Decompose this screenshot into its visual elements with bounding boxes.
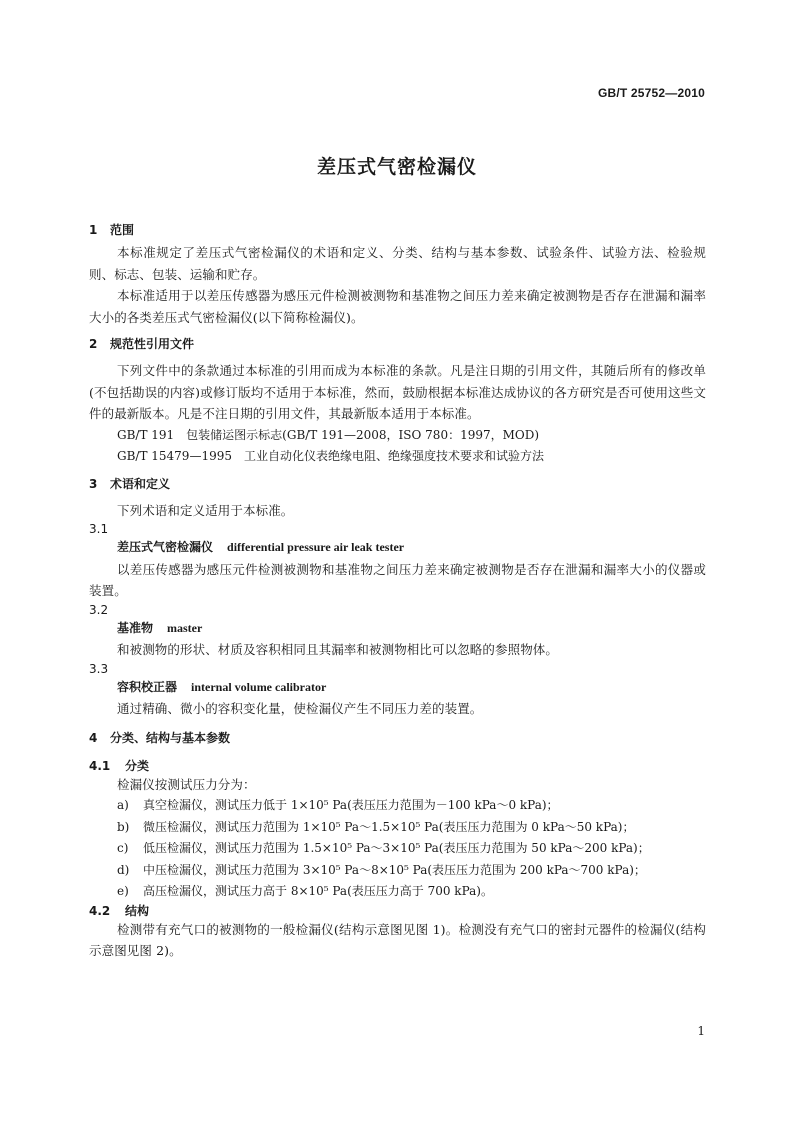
term-3-3-number: 3.3: [89, 661, 109, 676]
term-3-2-title: 基准物 master: [117, 620, 203, 635]
document-body: [89, 222, 706, 962]
list-item-marker: c): [117, 841, 129, 855]
term-3-2-definition: 和被测物的形状、材质及容积相同且其漏率和被测物相比可以忽略的参照物体。: [117, 642, 559, 657]
section-3-heading: 3 术语和定义: [89, 476, 171, 491]
subsection-4-1-heading: 4.1 分类: [89, 758, 150, 773]
document-title: 差压式气密检漏仪: [316, 156, 477, 178]
list-item-marker: d): [117, 862, 130, 877]
list-item: [89, 838, 706, 860]
list-item-text: 中压检漏仪，测试压力范围为 3×10⁵ Pa～8×10⁵ Pa(表压压力范围为 200 kPa～700 kPa)；: [143, 862, 646, 877]
normative-references-paragraph: 下列文件中的条款通过本标准的引用而成为本标准的条款。凡是注日期的引用文件，其随后所有的修改单(不包括勘误的内容)或修订版均不适用于本标准，然而，鼓励根据本标准达成协议的各方研究是否可使用这些文件的最新版本。凡是不注日期的引用文件，其最新版本适用于本标准。: [89, 363, 706, 421]
list-item: [89, 817, 706, 839]
list-item: [89, 881, 706, 903]
list-item-text: 微压检漏仪，测试压力范围为 1×10⁵ Pa～1.5×10⁵ Pa(表压压力范围为 0 kPa～50 kPa)；: [143, 819, 635, 834]
list-item-text: 高压检漏仪，测试压力高于 8×10⁵ Pa(表压压力高于 700 kPa)。: [143, 884, 493, 898]
list-item: [89, 795, 706, 817]
list-item-marker: a): [117, 798, 129, 812]
term-3-3-title: 容积校正器 internal volume calibrator: [117, 679, 327, 694]
section-2-heading: 2 规范性引用文件: [89, 337, 195, 351]
page-number: 1: [697, 1024, 705, 1038]
term-3-3-definition: 通过精确、微小的容积变化量，使检漏仪产生不同压力差的装置。: [117, 701, 483, 716]
list-item-text: 真空检漏仪，测试压力低于 1×10⁵ Pa(表压压力范围为－100 kPa～0 kPa)；: [143, 798, 559, 812]
structure-paragraph: 检测带有充气口的被测物的一般检漏仪(结构示意图见图 1)。检测没有充气口的密封元器件的检漏仪(结构示意图见图 2)。: [89, 921, 706, 958]
scope-paragraph-1: 本标准规定了差压式气密检漏仪的术语和定义、分类、结构与基本参数、试验条件、试验方法、检验规则、标志、包装、运输和贮存。: [89, 245, 706, 282]
section-1-heading: 1 范围: [89, 223, 135, 237]
list-item-text: 低压检漏仪，测试压力范围为 1.5×10⁵ Pa～3×10⁵ Pa(表压压力范围为 50 kPa～200 kPa)；: [143, 841, 650, 855]
term-3-2-number: 3.2: [89, 602, 109, 617]
classification-list: [89, 795, 706, 903]
standard-code: GB/T 25752—2010: [597, 86, 705, 100]
classification-intro: 检漏仪按测试压力分为：: [117, 776, 256, 792]
list-item-marker: b): [117, 819, 130, 834]
list-item-marker: e): [117, 884, 129, 898]
reference-gbt191: GB/T 191 包装储运图示标志(GB/T 191—2008，ISO 780：1997，MOD): [117, 427, 540, 442]
reference-gbt15479: GB/T 15479—1995 工业自动化仪表绝缘电阻、绝缘强度技术要求和试验方法: [117, 449, 544, 463]
subsection-4-2-heading: 4.2 结构: [89, 903, 150, 918]
term-3-1-number: 3.1: [89, 522, 109, 536]
term-3-1-title: 差压式气密检漏仪 differential pressure air leak tester: [117, 540, 405, 554]
section-4-heading: 4 分类、结构与基本参数: [89, 730, 231, 745]
term-3-1-definition: 以差压传感器为感压元件检测被测物和基准物之间压力差来确定被测物是否存在泄漏和漏率大小的仪器或装置。: [89, 561, 706, 598]
list-item: [89, 860, 706, 882]
scope-paragraph-2: 本标准适用于以差压传感器为感压元件检测被测物和基准物之间压力差来确定被测物是否存在泄漏和漏率大小的各类差压式气密检漏仪(以下简称检漏仪)。: [89, 288, 706, 325]
terms-intro: 下列术语和定义适用于本标准。: [117, 502, 294, 518]
